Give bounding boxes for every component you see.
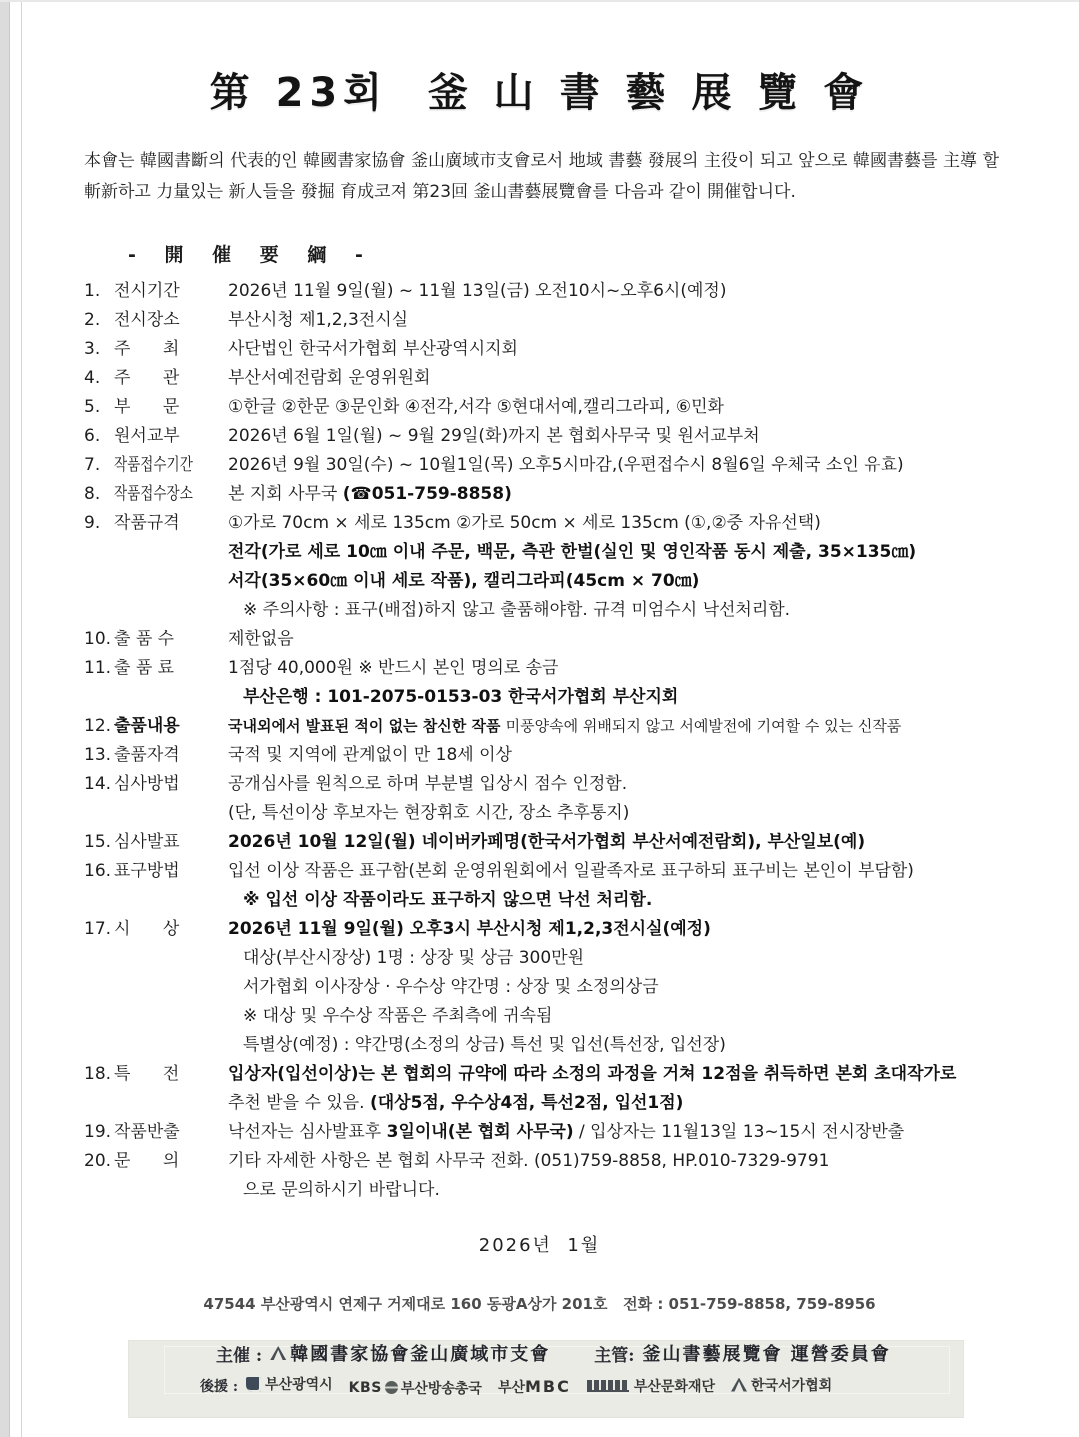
item-line: [228, 596, 1023, 625]
text: 1점당 40,000원 ※ 반드시 본인 명의로 송금: [228, 658, 559, 678]
text: 2026년 9월 30일(수) ~ 10월1일(목) 오후5시마감,(우편접수시 8월6일 우체국 소인 유효): [228, 455, 904, 475]
item-content: [228, 451, 1023, 480]
item-line: [228, 625, 1023, 654]
item-label: 문 의: [114, 1151, 180, 1171]
item-line: [228, 828, 1023, 857]
emphasized-text: 3일이내(본 협회 사무국): [386, 1122, 574, 1142]
text: (단, 특선이상 후보자는 현장휘호 시간, 장소 추후통지): [228, 803, 630, 823]
item-row: [84, 1147, 1023, 1205]
supporter-item: [246, 1374, 333, 1394]
item-row: [84, 451, 1023, 480]
item-row: [84, 335, 1023, 364]
item-number: 1.: [84, 281, 101, 301]
text: 낙선자는 심사발표후: [228, 1122, 387, 1142]
item-content: [228, 712, 1023, 741]
item-line: [228, 712, 1023, 741]
item-number: 3.: [84, 339, 101, 359]
item-row: [84, 712, 1023, 741]
item-label: 시 상: [114, 919, 180, 939]
item-number: 9.: [84, 513, 101, 533]
emphasized-text: (☎051-759-8858): [342, 484, 512, 504]
item-label: 작품접수장소: [114, 484, 193, 504]
supporter-item: [349, 1378, 482, 1398]
item-line: [228, 1031, 1023, 1060]
item-number: 16.: [84, 861, 112, 881]
item-row: [84, 422, 1023, 451]
text: 본 지회 사무국: [228, 484, 343, 504]
item-content: [228, 1118, 1023, 1147]
item-content: [228, 770, 1023, 828]
item-line: [228, 509, 1023, 538]
text: 2026년 6월 1일(월) ~ 9월 29일(화)까지 본 협회사무국 및 원서교부처: [228, 426, 760, 446]
emphasized-text: 국내외에서 발표된 적이 없는 참신한 작품: [228, 717, 506, 735]
item-content: [228, 1147, 1023, 1205]
item-content: [228, 335, 1023, 364]
item-label: 전시장소: [114, 310, 180, 330]
item-line: [228, 480, 1023, 509]
supporter-item: [498, 1377, 571, 1397]
text: 공개심사를 원칙으로 하며 부분별 입상시 점수 인정함.: [228, 774, 628, 794]
item-row: [84, 741, 1023, 770]
item-content: [228, 915, 1023, 1060]
item-number: 5.: [84, 397, 101, 417]
supporter-name-prefix: KBS: [348, 1379, 382, 1396]
text: 부산시청 제1,2,3전시실: [228, 310, 409, 330]
item-line: [228, 799, 1023, 828]
item-number: 13.: [84, 745, 112, 765]
item-line: [228, 973, 1023, 1002]
item-line: [228, 1118, 1023, 1147]
item-row: [84, 509, 1023, 625]
item-number: 4.: [84, 368, 101, 388]
supporter-name: 부산방송총국: [400, 1380, 482, 1397]
text: 사단법인 한국서가협회 부산광역시지회: [228, 339, 518, 359]
emphasized-text: 부산은행 : 101-2075-0153-03 한국서가협회 부산지회: [243, 687, 679, 707]
text: ※ 주의사항 : 표구(배접)하지 않고 출품해야함. 규격 미엄수시 낙선처리함.: [243, 600, 791, 620]
item-content: [228, 741, 1023, 770]
item-content: [228, 1060, 1023, 1118]
item-content: [228, 277, 1023, 306]
emphasized-text: 2026년 10월 12일(월) 네이버카페명(한국서가협회 부산서예전람회), 부산일보(예): [228, 832, 866, 852]
item-line: [228, 915, 1023, 944]
item-number: 19.: [84, 1122, 112, 1142]
item-line: [228, 393, 1023, 422]
seoga-association-logo-icon: [270, 1346, 286, 1360]
emphasized-text: 입상자(입선이상)는 본 협회의 규약에 따라 소정의 과정을 거쳐 12점을 취득하면 본회 초대작가로: [228, 1064, 957, 1084]
item-label: 전시기간: [114, 281, 180, 301]
item-row: [84, 625, 1023, 654]
item-row: [84, 915, 1023, 1060]
item-label: 출품내용: [114, 716, 180, 736]
item-content: [228, 828, 1023, 857]
text: ①가로 70cm × 세로 135cm ②가로 50cm × 세로 135cm (①,②중 자유선택): [228, 513, 821, 533]
item-label: 표구방법: [114, 861, 180, 881]
item-number: 7.: [84, 455, 101, 475]
item-label: 작품규격: [114, 513, 180, 533]
item-line: [228, 1089, 1023, 1118]
supporter-item: [587, 1376, 715, 1396]
item-content: [228, 422, 1023, 451]
item-line: [228, 364, 1023, 393]
item-content: [228, 654, 1023, 712]
item-line: [228, 857, 1023, 886]
outline-item-list: [84, 277, 1023, 1205]
item-line: [228, 683, 1023, 712]
organizer-name: 釜山書藝展覽會 運營委員會: [642, 1344, 891, 1365]
item-label: 출품자격: [114, 745, 180, 765]
item-line: [228, 422, 1023, 451]
scan-edge-top: [0, 0, 1079, 2]
supporters-line: [128, 1374, 964, 1398]
item-row: [84, 306, 1023, 335]
item-row: [84, 1060, 1023, 1118]
item-number: 15.: [84, 832, 112, 852]
supporter-name: 부산광역시: [265, 1377, 333, 1393]
item-row: [84, 364, 1023, 393]
item-label: 주 관: [114, 368, 180, 388]
item-line: [228, 886, 1023, 915]
text: 국적 및 지역에 관계없이 만 18세 이상: [228, 745, 512, 765]
item-row: [84, 1118, 1023, 1147]
item-line: [228, 306, 1023, 335]
text: 부산서예전람회 운영위원회: [228, 368, 431, 388]
text: 특별상(예정) : 약간명(소정의 상금) 특선 및 입선(특선장, 입선장): [243, 1035, 726, 1055]
supporters-list: [246, 1374, 848, 1398]
item-line: [228, 277, 1023, 306]
item-number: 12.: [84, 716, 112, 736]
seoga-association-logo-icon: [731, 1378, 747, 1392]
item-number: 18.: [84, 1064, 112, 1084]
support-label: 後援 :: [200, 1378, 239, 1395]
host-name: 韓國書家協會釜山廣域市支會: [290, 1344, 551, 1365]
text: 제한없음: [228, 629, 294, 649]
text: 으로 문의하시기 바랍니다.: [243, 1180, 440, 1200]
text: 2026년 11월 9일(월) ~ 11월 13일(금) 오전10시~오후6시(예정): [228, 281, 727, 301]
item-number: 6.: [84, 426, 101, 446]
text: ①한글 ②한문 ③문인화 ④전각,서각 ⑤현대서예,캘리그라피, ⑥민화: [228, 397, 724, 417]
item-label: 원서교부: [114, 426, 180, 446]
busan-city-logo-icon: [246, 1377, 261, 1392]
item-row: [84, 828, 1023, 857]
intro-paragraph: 本會는 韓國書斷의 代表的인 韓國書家協會 釜山廣域市支會로서 地域 書藝 發展의 主役이 되고 앞으로 韓國書藝를 主導 할 斬新하고 力量있는 新人들을 發掘 育成코져 第23回 釜山書藝展覽會를 다음과 같이 開催합니다.: [84, 151, 999, 202]
item-label: 부 문: [114, 397, 180, 417]
text: 추천 받을 수 있음.: [228, 1093, 370, 1113]
item-label: 주 최: [114, 339, 180, 359]
item-number: 17.: [84, 919, 112, 939]
item-line: [228, 1060, 1023, 1089]
emphasized-text: 전각(가로 세로 10㎝ 이내 주문, 백문, 측관 한벌(실인 및 영인작품 동시 제출, 35×135㎝): [228, 542, 917, 562]
text: 기타 자세한 사항은 본 협회 사무국 전화. (051)759-8858, HP.010-7329-9791: [228, 1151, 830, 1171]
item-line: [228, 538, 1023, 567]
item-label: 출 품 료: [114, 658, 175, 678]
scan-edge-artifact: [0, 0, 10, 1437]
item-label: 작품접수기간: [114, 455, 193, 475]
item-line: [228, 1002, 1023, 1031]
item-label: 심사방법: [114, 774, 180, 794]
item-line: [228, 335, 1023, 364]
issued-date: 2026년 1월: [478, 1235, 601, 1256]
text: 대상(부산시장상) 1명 : 상장 및 상금 300만원: [243, 948, 585, 968]
host-label: 主催 :: [216, 1345, 263, 1366]
text: 미풍양속에 위배되지 않고 서예발전에 기여할 수 있는 신작품: [505, 717, 902, 735]
item-content: [228, 625, 1023, 654]
item-content: [228, 857, 1023, 915]
supporter-name: 부산문화재단: [633, 1378, 716, 1395]
item-number: 20.: [84, 1151, 112, 1171]
section-heading: - 開 催 要 綱 -: [128, 244, 374, 266]
item-number: 10.: [84, 629, 112, 649]
supporter-name: 부산: [497, 1379, 525, 1396]
item-line: [228, 1176, 1023, 1205]
item-content: [228, 393, 1023, 422]
organizer-label: 主管:: [594, 1345, 635, 1366]
emphasized-text: 2026년 11월 9일(월) 오후3시 부산시청 제1,2,3전시실(예정): [228, 919, 711, 939]
busan-culture-foundation-logo-icon: [587, 1380, 629, 1392]
host-organizer-line: [128, 1340, 964, 1366]
item-content: [228, 306, 1023, 335]
item-line: [228, 451, 1023, 480]
sponsor-box: [128, 1340, 964, 1418]
text: ※ 대상 및 우수상 작품은 주최측에 귀속됨: [243, 1006, 553, 1026]
document-title: 第 23회 釜 山 書 藝 展 覽 會: [209, 70, 870, 116]
item-line: [228, 770, 1023, 799]
item-row: [84, 770, 1023, 828]
item-number: 11.: [84, 658, 112, 678]
supporter-item: [731, 1375, 832, 1395]
item-line: [228, 1147, 1023, 1176]
item-number: 2.: [84, 310, 101, 330]
item-line: [228, 944, 1023, 973]
item-line: [228, 654, 1023, 683]
item-line: [228, 567, 1023, 596]
item-row: [84, 857, 1023, 915]
item-number: 8.: [84, 484, 101, 504]
emphasized-text: 서각(35×60㎝ 이내 세로 작품), 캘리그라피(45cm × 70㎝): [228, 571, 700, 591]
emphasized-text: (대상5점, 우수상4점, 특선2점, 입선1점): [369, 1093, 684, 1113]
text: / 입상자는 11월13일 13~15시 전시장반출: [573, 1122, 905, 1142]
item-label: 심사발표: [114, 832, 180, 852]
kbs-busan-logo-icon: [385, 1381, 398, 1394]
item-label: 특 전: [114, 1064, 180, 1084]
emphasized-text: ※ 입선 이상 작품이라도 표구하지 않으면 낙선 처리함.: [243, 890, 653, 910]
scan-edge-line: [21, 0, 22, 1437]
text: 입선 이상 작품은 표구함(본회 운영위원회에서 일괄족자로 표구하되 표구비는 본인이 부담함): [228, 861, 914, 881]
item-content: [228, 480, 1023, 509]
supporter-name-strong: MBC: [525, 1377, 571, 1396]
item-line: [228, 741, 1023, 770]
item-label: 작품반출: [114, 1122, 180, 1142]
supporter-name: 한국서가협회: [751, 1377, 833, 1394]
item-number: 14.: [84, 774, 112, 794]
item-content: [228, 509, 1023, 625]
address-line: 47544 부산광역시 연제구 거제대로 160 동광A상가 201호 전화 : 051-759-8858, 759-8956: [203, 1295, 876, 1313]
item-content: [228, 364, 1023, 393]
item-label: 출 품 수: [114, 629, 175, 649]
item-row: [84, 393, 1023, 422]
item-row: [84, 654, 1023, 712]
item-row: [84, 480, 1023, 509]
item-row: [84, 277, 1023, 306]
text: 서가협회 이사장상 · 우수상 약간명 : 상장 및 소정의상금: [243, 977, 659, 997]
